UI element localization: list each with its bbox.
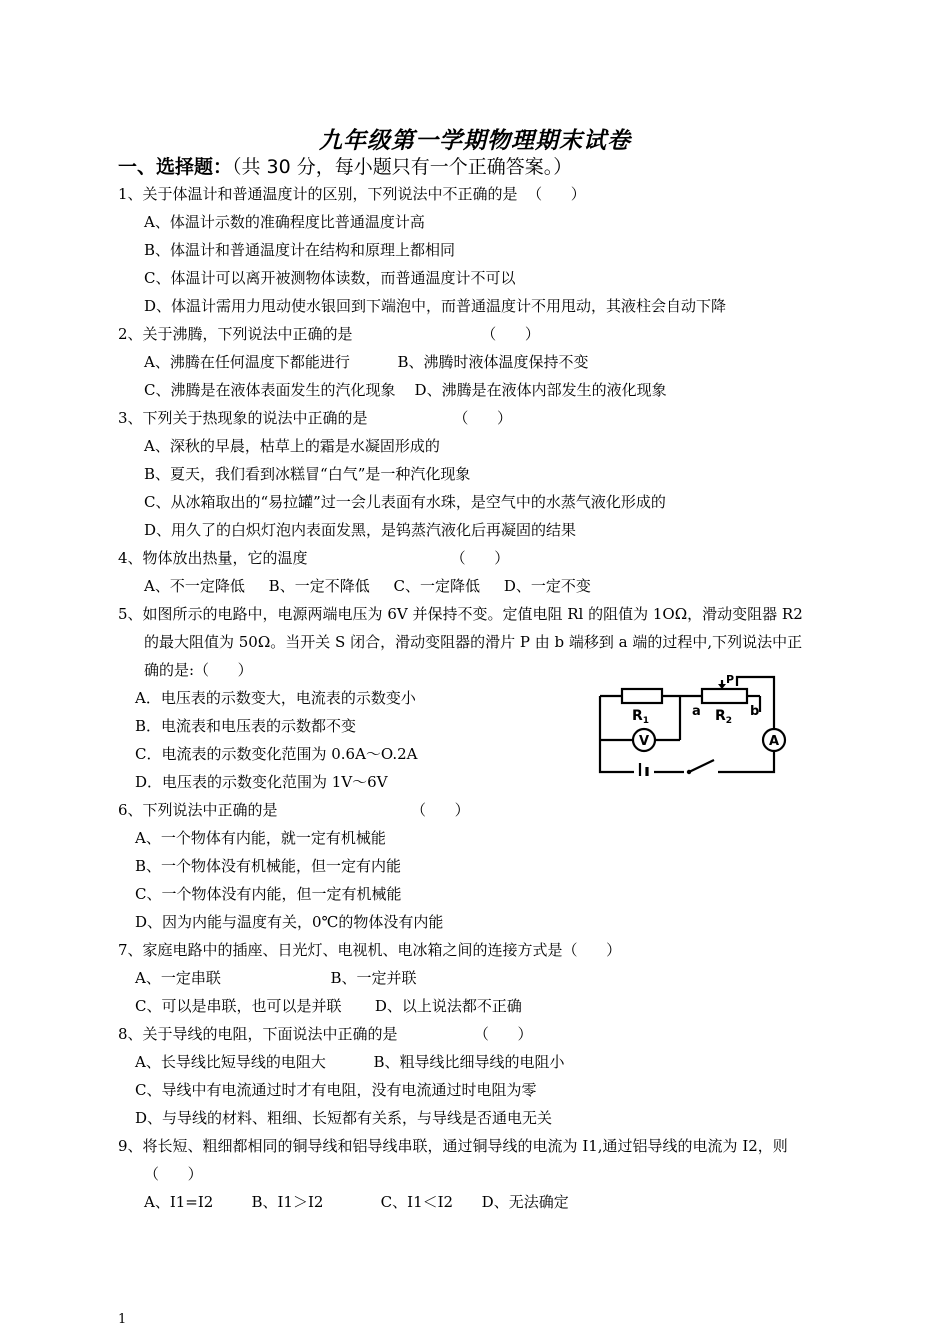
question-7: 7、家庭电路中的插座、日光灯、电视机、电冰箱之间的连接方式是（ ） <box>118 941 622 959</box>
section-heading <box>118 152 572 179</box>
question-9-blank: （ ） <box>144 1165 203 1183</box>
question-2: 2、关于沸腾，下列说法中正确的是 （ ） <box>118 325 540 343</box>
page-number: 1 <box>118 1312 127 1327</box>
section-note: （共 30 分，每小题只有一个正确答案。） <box>232 156 573 178</box>
question-9: 9、将长短、粗细都相同的铜导线和铝导线串联，通过铜导线的电流为 I1,通过铝导线的电流为 I2，则 <box>118 1137 788 1155</box>
option-3a: A、深秋的早晨，枯草上的霜是水凝固形成的 <box>144 437 440 455</box>
option-5b: B．电流表和电压表的示数都不变 <box>135 717 357 735</box>
slider-p-label: P <box>726 673 735 686</box>
voltmeter-label: V <box>639 734 650 749</box>
option-6d: D、因为内能与温度有关，0℃的物体没有内能 <box>135 913 444 931</box>
option-6a: A、一个物体有内能，就一定有机械能 <box>135 829 386 847</box>
option-8c: C、导线中有电流通过时才有电阻，没有电流通过时电阻为零 <box>135 1081 537 1099</box>
question-6: 6、下列说法中正确的是 （ ） <box>118 801 470 819</box>
r1-subscript: 1 <box>642 716 650 726</box>
option-1a: A、体温计示数的准确程度比普通温度计高 <box>144 213 425 231</box>
svg-text:R2 <box>715 708 732 726</box>
option-3d: D、用久了的白炽灯泡内表面发黑，是钨蒸汽液化后再凝固的结果 <box>144 521 577 539</box>
option-2ab: A、沸腾在任何温度下都能进行 B、沸腾时液体温度保持不变 <box>144 353 589 371</box>
question-5-line3: 确的是:（ ） <box>144 661 253 679</box>
option-5c: C．电流表的示数变化范围为 0.6A～O.2A <box>135 745 418 763</box>
question-4: 4、物体放出热量，它的温度 （ ） <box>118 549 510 567</box>
option-9: A、I1=I2 B、I1＞I2 C、I1＜I2 D、无法确定 <box>144 1193 569 1211</box>
option-6c: C、一个物体没有内能，但一定有机械能 <box>135 885 402 903</box>
question-3: 3、下列关于热现象的说法中正确的是 （ ） <box>118 409 512 427</box>
page-title: 九年级第一学期物理期末试卷 <box>319 127 631 154</box>
question-5-line2: 的最大阻值为 50Ω。当开关 S 闭合，滑动变阻器的滑片 P 由 b 端移到 a 端的过程中,下列说法中正 <box>144 633 803 651</box>
question-5-line1: 5、如图所示的电路中，电源两端电压为 6V 并保持不变。定值电阻 Rl 的阻值为 1OΩ，滑动变阻器 R2 <box>118 605 803 623</box>
r1-label: R <box>632 708 643 724</box>
option-3b: B、夏天，我们看到冰糕冒“白气”是一种汽化现象 <box>144 465 471 483</box>
resistor-r1-symbol <box>622 689 662 703</box>
node-a-label: a <box>692 704 701 719</box>
ammeter-label: A <box>769 734 780 749</box>
option-8d: D、与导线的材料、粗细、长短都有关系，与导线是否通电无关 <box>135 1109 553 1127</box>
option-5a: A．电压表的示数变大，电流表的示数变小 <box>135 689 416 707</box>
r2-label: R <box>715 708 726 724</box>
circuit-diagram <box>592 672 792 776</box>
option-5d: D．电压表的示数变化范围为 1V～6V <box>135 773 388 791</box>
option-2cd: C、沸腾是在液体表面发生的汽化现象 D、沸腾是在液体内部发生的液化现象 <box>144 381 667 399</box>
option-7cd: C、可以是串联，也可以是并联 D、以上说法都不正确 <box>135 997 522 1015</box>
option-1d: D、体温计需用力甩动使水银回到下端泡中，而普通温度计不用甩动，其液柱会自动下降 <box>144 297 727 315</box>
option-8ab: A、长导线比短导线的电阻大 B、粗导线比细导线的电阻小 <box>135 1053 565 1071</box>
r2-subscript: 2 <box>725 716 733 726</box>
option-3c: C、从冰箱取出的“易拉罐”过一会儿表面有水珠，是空气中的水蒸气液化形成的 <box>144 493 666 511</box>
option-4: A、不一定降低 B、一定不降低 C、一定降低 D、一定不变 <box>144 577 591 595</box>
question-8: 8、关于导线的电阻，下面说法中正确的是 （ ） <box>118 1025 533 1043</box>
option-6b: B、一个物体没有机械能，但一定有内能 <box>135 857 402 875</box>
node-b-label: b <box>750 704 760 719</box>
question-1: 1、关于体温计和普通温度计的区别，下列说法中不正确的是 （ ） <box>118 185 586 203</box>
option-1c: C、体温计可以离开被测物体读数，而普通温度计不可以 <box>144 269 516 287</box>
svg-text:R1 <box>632 708 649 726</box>
option-1b: B、体温计和普通温度计在结构和原理上都相同 <box>144 241 456 259</box>
resistor-r2-symbol <box>702 689 747 703</box>
option-7ab: A、一定串联 B、一定并联 <box>135 969 417 987</box>
section-label: 一、选择题： <box>118 156 233 178</box>
